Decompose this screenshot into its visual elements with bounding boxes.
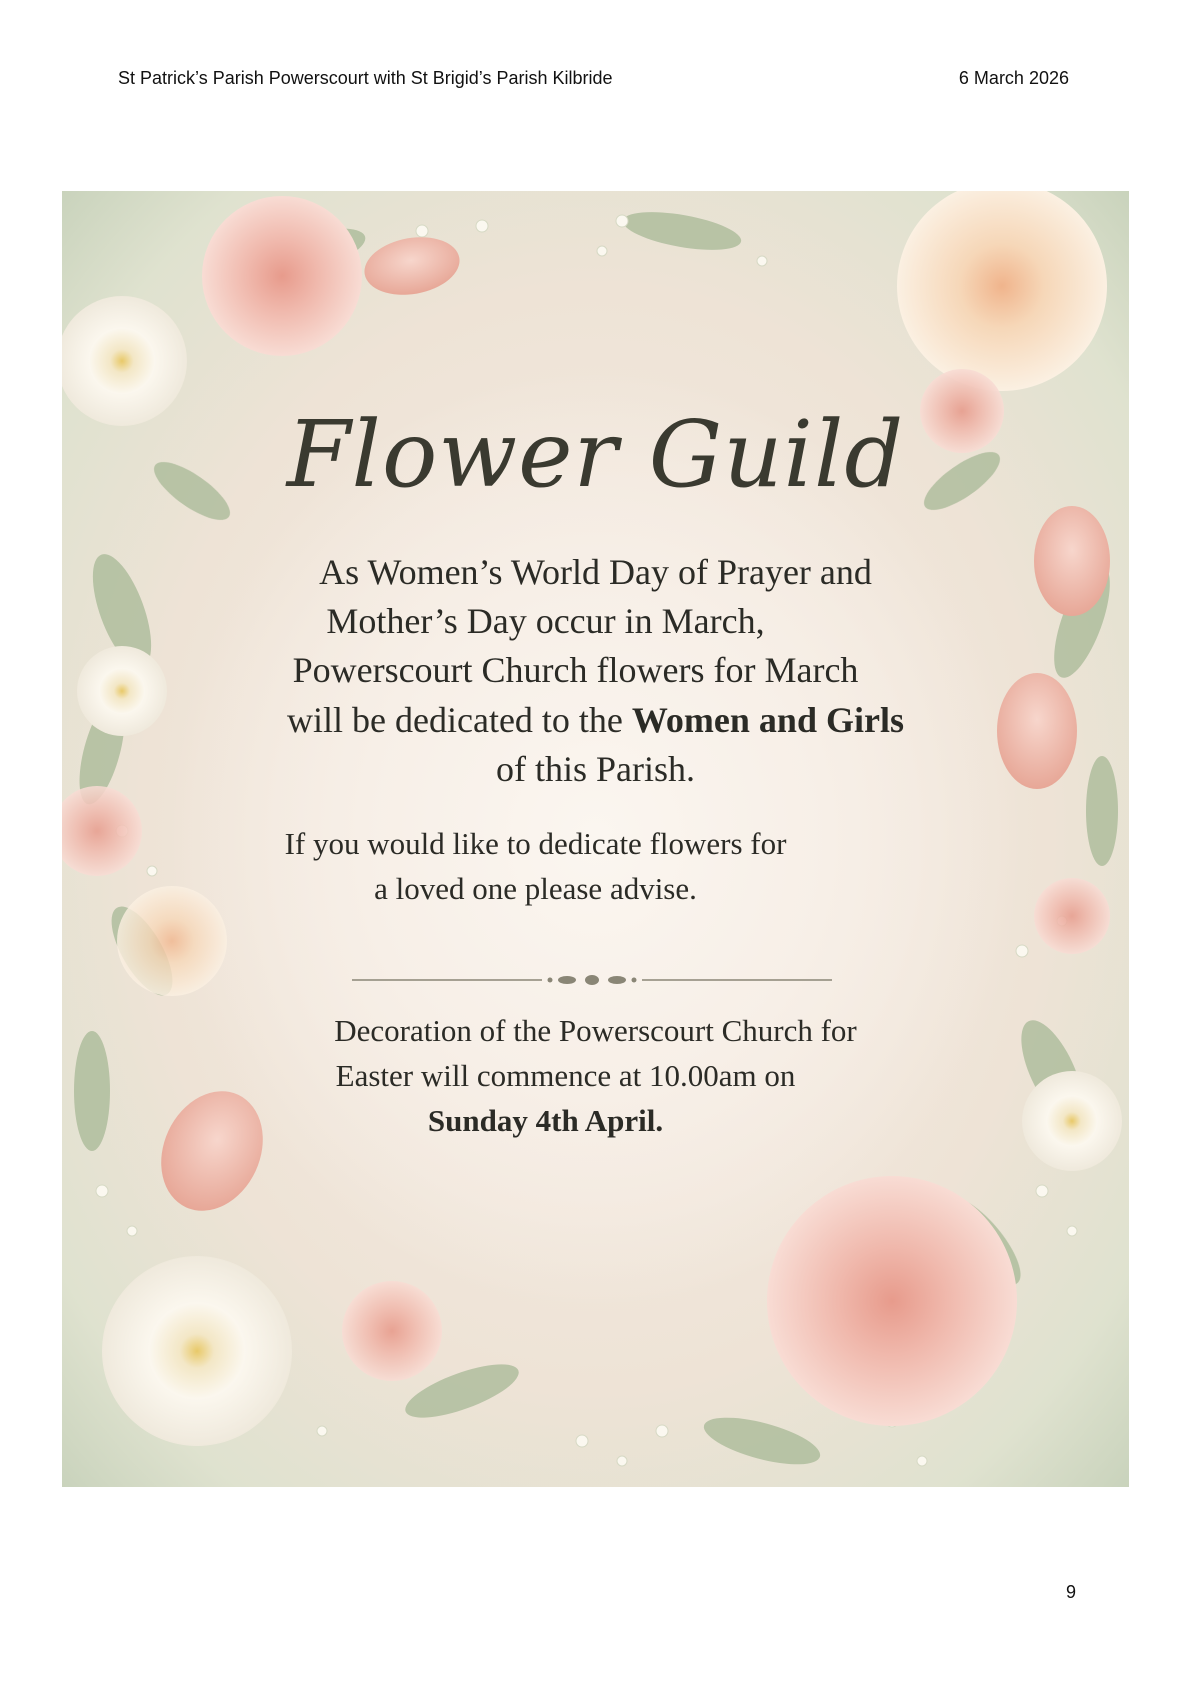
para1-line4-text: will be dedicated to the — [287, 700, 632, 740]
para2-line1: If you would like to dedicate flowers for — [284, 826, 787, 861]
para3-line2: Easter will commence at 10.00am on — [335, 1058, 796, 1093]
para3-line1: Decoration of the Powerscourt Church for — [334, 1013, 857, 1048]
header-date: 6 March 2026 — [958, 68, 1069, 88]
para1-line4 — [62, 699, 1129, 741]
page-number: 9 — [1065, 1582, 1076, 1602]
para1-line5: of this Parish. — [495, 749, 695, 789]
para2-line2: a loved one please advise. — [374, 871, 697, 906]
para1-line2: Mother’s Day occur in March, — [326, 601, 765, 641]
para3-line3-date: Sunday 4th April. — [427, 1103, 664, 1138]
ornamental-divider — [352, 972, 832, 988]
women-and-girls-emphasis: Women and Girls — [631, 700, 904, 740]
poster-title: Flower Guild — [286, 401, 905, 508]
para1-line1: As Women’s World Day of Prayer and — [319, 552, 872, 592]
header-parish-name: St Patrick’s Parish Powerscourt with St Brigid’s Parish Kilbride — [118, 68, 613, 88]
para1-line3: Powerscourt Church flowers for March — [292, 650, 859, 690]
flower-guild-poster — [62, 191, 1129, 1487]
